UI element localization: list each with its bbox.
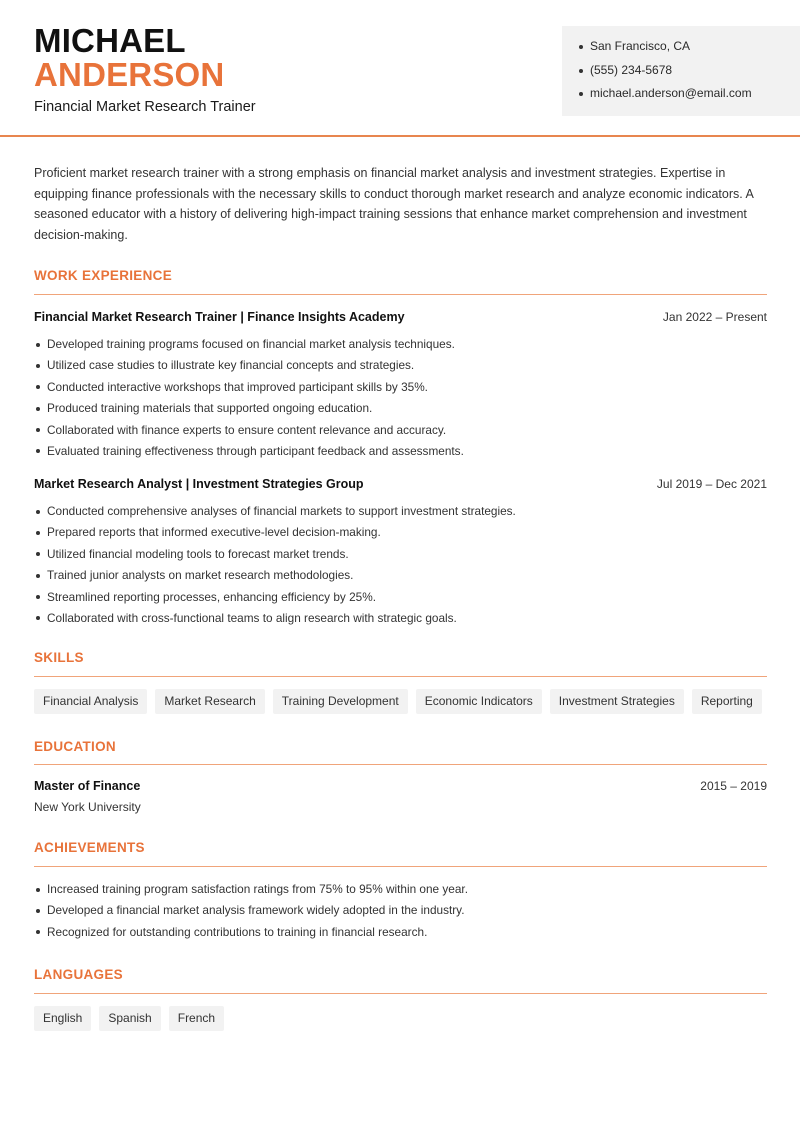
job-bullets [34, 336, 767, 464]
contact-email[interactable]: michael.anderson@email.com [579, 85, 800, 109]
job-header [34, 310, 767, 328]
skill-tag: Market Research [155, 689, 264, 714]
list-item: Recognized for outstanding contributions to training in financial research. [34, 924, 767, 945]
list-item: Conducted interactive workshops that improved participant skills by 35%. [34, 379, 767, 400]
list-item: Developed training programs focused on financial market analysis techniques. [34, 336, 767, 357]
list-item: Prepared reports that informed executive-level decision-making. [34, 524, 767, 545]
list-item: Developed a financial market analysis framework widely adopted in the industry. [34, 902, 767, 923]
skill-tag: Investment Strategies [550, 689, 684, 714]
contact-box [562, 26, 800, 116]
list-item: Collaborated with finance experts to ensure content relevance and accuracy. [34, 422, 767, 443]
section-title-education: EDUCATION [34, 739, 116, 754]
contact-location: San Francisco, CA [579, 38, 800, 62]
job-role: Market Research Analyst | Investment Strategies Group [34, 477, 364, 491]
section-title-work: WORK EXPERIENCE [34, 268, 173, 283]
job-role: Financial Market Research Trainer | Finance Insights Academy [34, 310, 405, 324]
education-school: New York University [34, 800, 141, 814]
skill-tag: Reporting [692, 689, 762, 714]
list-item: Evaluated training effectiveness through participant feedback and assessments. [34, 443, 767, 464]
list-item: Collaborated with cross-functional teams to align research with strategic goals. [34, 610, 767, 631]
list-item: Conducted comprehensive analyses of financial markets to support investment strategies. [34, 503, 767, 524]
language-tag: French [169, 1006, 224, 1031]
section-title-languages: LANGUAGES [34, 967, 123, 982]
list-item: Trained junior analysts on market research methodologies. [34, 567, 767, 588]
education-dates: 2015 – 2019 [700, 779, 767, 793]
section-divider [34, 676, 767, 677]
job-dates: Jul 2019 – Dec 2021 [656, 477, 767, 491]
section-divider [34, 866, 767, 867]
list-item: Utilized financial modeling tools to forecast market trends. [34, 546, 767, 567]
list-item: Streamlined reporting processes, enhancing efficiency by 25%. [34, 589, 767, 610]
list-item: Increased training program satisfaction ratings from 75% to 95% within one year. [34, 881, 767, 902]
section-divider [34, 993, 767, 994]
section-divider [34, 764, 767, 765]
language-tag: English [34, 1006, 91, 1031]
last-name: ANDERSON [34, 56, 225, 93]
first-name: MICHAEL [34, 22, 186, 59]
education-degree: Master of Finance [34, 779, 141, 793]
skill-tag: Training Development [273, 689, 408, 714]
job-header [34, 477, 767, 495]
section-title-achievements: ACHIEVEMENTS [34, 840, 145, 855]
resume-header [0, 0, 800, 137]
skills-list [34, 689, 762, 714]
job-title: Financial Market Research Trainer [34, 99, 256, 115]
contact-phone: (555) 234-5678 [579, 62, 800, 86]
section-divider [34, 294, 767, 295]
job-bullets [34, 503, 767, 631]
achievements-list [34, 881, 767, 945]
job-dates: Jan 2022 – Present [662, 310, 767, 324]
skill-tag: Economic Indicators [416, 689, 542, 714]
section-title-skills: SKILLS [34, 650, 84, 665]
language-tag: Spanish [99, 1006, 160, 1031]
summary: Proficient market research trainer with a strong emphasis on financial market analysis and investment strategies. Expertise in equipping finance professionals with the necessary skills to conduct thorough market research and analyze economic indicators. A seasoned educator with a history of delivering high-impact training sessions that enhance market comprehension and investment decision-making. [34, 166, 754, 243]
languages-list [34, 1006, 224, 1031]
list-item: Produced training materials that supported ongoing education. [34, 400, 767, 421]
skill-tag: Financial Analysis [34, 689, 147, 714]
list-item: Utilized case studies to illustrate key financial concepts and strategies. [34, 357, 767, 378]
